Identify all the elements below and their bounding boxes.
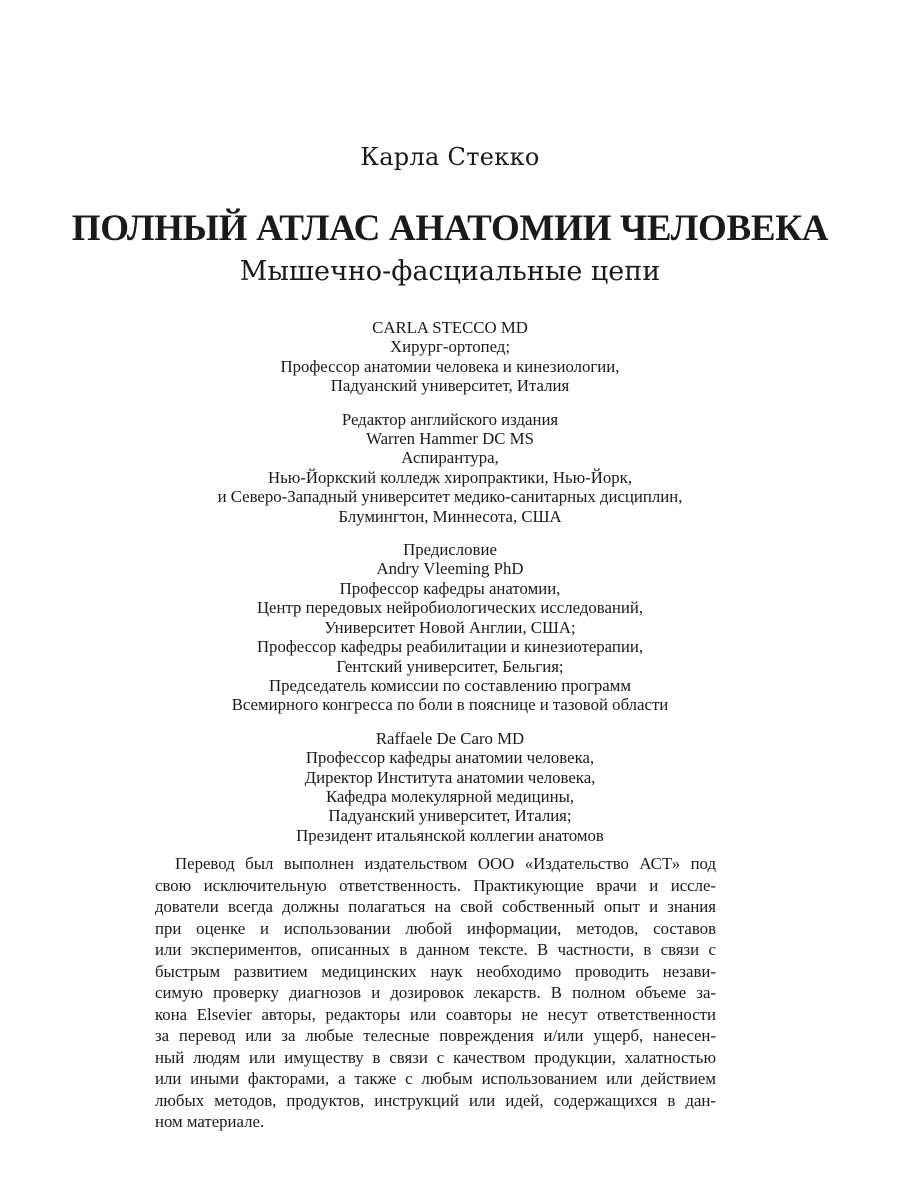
disclaimer-line: дователи всегда должны полагаться на свой собственный опыт и знания [155, 897, 716, 916]
credit-line: Блумингтон, Миннесота, США [338, 506, 562, 526]
disclaimer-line: кона Elsevier авторы, редакторы или соавторы не несут ответственности [155, 1004, 716, 1024]
credit-line: Профессор кафедры реабилитации и кинезиотерапии, [256, 637, 644, 657]
credit-block-foreword [0, 540, 900, 715]
disclaimer-line: Перевод был выполнен издательством ООО «Издательство АСТ» под [175, 854, 716, 873]
credit-line: Центр передовых нейробиологических исследований, [256, 598, 644, 618]
credit-line: Кафедра молекулярной медицины, [325, 786, 575, 806]
credit-line: Падуанский университет, Италия; [328, 806, 572, 826]
credit-line: Университет Новой Англии, США; [324, 617, 576, 637]
credit-line: Редактор английского издания [341, 409, 559, 429]
credit-line: Профессор кафедры анатомии, [339, 578, 561, 598]
credit-line: Председатель комиссии по составлению программ [269, 675, 631, 695]
credit-line: Профессор анатомии человека и кинезиологии, [280, 356, 620, 376]
credit-line: Падуанский университет, Италия [330, 376, 570, 396]
disclaimer-line: симую проверку диагнозов и дозировок лекарств. В полном объеме за- [155, 983, 716, 1002]
credit-line: Нью-Йоркский колледж хиропрактики, Нью-Йорк, [268, 467, 632, 487]
credit-line: Предисловие [403, 540, 497, 560]
translation-disclaimer [155, 853, 716, 1133]
disclaimer-line: ном материале. [155, 1112, 265, 1131]
credit-line: Warren Hammer DC MS [366, 429, 534, 449]
credits-section [0, 318, 900, 859]
disclaimer-line: любых методов, продуктов, инструкций или идей, содержащихся в дан- [155, 1090, 716, 1110]
disclaimer-line: быстрым развитием медицинских наук необходимо проводить незави- [155, 961, 716, 981]
credit-line: Всемирного конгресса по боли в пояснице и тазовой области [231, 695, 669, 715]
disclaimer-line: за перевод или за любые телесные повреждения и/или ущерб, нанесен- [155, 1026, 716, 1045]
credit-line: Хирург-ортопед; [390, 337, 510, 357]
disclaimer-line: ный людям или имуществу в связи с качеством продукции, халатностью [155, 1047, 716, 1067]
book-subtitle: Мышечно-фасциальные цепи [239, 256, 661, 287]
book-title: ПОЛНЫЙ АТЛАС АНАТОМИИ ЧЕЛОВЕКА [71, 208, 829, 249]
credit-line: Директор Института анатомии человека, [304, 767, 596, 787]
credit-line: Аспирантура, [401, 448, 499, 468]
credit-line: и Северо-Западный университет медико-санитарных дисциплин, [217, 487, 683, 507]
credit-block-editor [0, 410, 900, 526]
disclaimer-line: при оценке и использовании любой информации, методов, составов [155, 918, 716, 938]
disclaimer-line: или экспериментов, описанных в данном тексте. В частности, в связи с [155, 940, 716, 959]
author-name: Карла Стекко [360, 143, 540, 171]
credit-line: Профессор кафедры анатомии человека, [305, 748, 595, 768]
credit-line: CARLA STECCO MD [372, 318, 528, 337]
credit-line: Andry Vleeming PhD [376, 559, 524, 579]
credit-line: Гентский университет, Бельгия; [336, 656, 564, 676]
disclaimer-line: или иными факторами, а также с любым использованием или действием [155, 1069, 716, 1088]
credit-line: Президент итальянской коллегии анатомов [296, 825, 604, 845]
credit-line: Raffaele De Caro MD [375, 728, 525, 748]
disclaimer-line: свою исключительную ответственность. Практикующие врачи и иссле- [155, 875, 716, 895]
credit-block-contributor [0, 729, 900, 845]
credit-block-author [0, 318, 900, 396]
